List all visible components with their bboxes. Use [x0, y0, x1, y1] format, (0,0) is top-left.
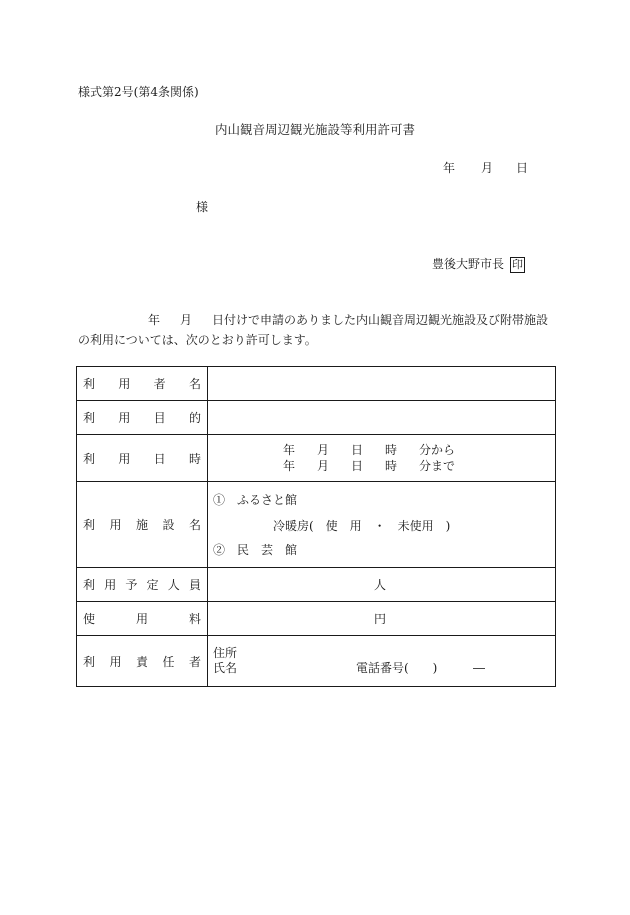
row-facility	[77, 482, 556, 568]
row-user-name	[77, 367, 556, 401]
address-label: 住所	[213, 646, 238, 660]
row-fee	[77, 602, 556, 636]
datetime-from: 年 月 日 時 分から	[283, 443, 456, 457]
facility-label	[77, 482, 208, 568]
purpose-label	[77, 401, 208, 435]
body-text	[78, 310, 558, 350]
planned-people-unit: 人	[374, 578, 387, 592]
user-name-field[interactable]	[208, 367, 556, 401]
fee-field[interactable]	[208, 602, 556, 636]
date-day: 日	[516, 161, 529, 175]
body-line2: の利用については、次のとおり許可します。	[78, 333, 317, 347]
issuer-name: 豊後大野市長	[432, 257, 505, 271]
facility-2: ② 民 芸 館	[213, 542, 298, 557]
label-chars: 利 用 目 的	[83, 411, 201, 425]
facility-field[interactable]	[208, 482, 556, 568]
label-chars: 利 用 予 定 人 員	[83, 578, 201, 592]
label-chars: 利 用 日 時	[83, 451, 201, 466]
date-year: 年	[443, 161, 456, 175]
label-chars: 利 用 責 任 者	[83, 654, 201, 669]
fee-label	[77, 602, 208, 636]
document-title: 内山観音周辺観光施設等利用許可書	[214, 122, 415, 137]
purpose-field[interactable]	[208, 401, 556, 435]
responsible-field[interactable]	[208, 636, 556, 687]
body-line1: 日付けで申請のありました内山観音周辺観光施設及び附帯施設	[212, 313, 549, 327]
responsible-label	[77, 636, 208, 687]
facility-1-aircon-option: 冷暖房( 使 用 ・ 未使用 )	[273, 518, 451, 533]
row-datetime	[77, 435, 556, 482]
label-chars: 利 用 施 設 名	[83, 518, 201, 532]
datetime-label	[77, 435, 208, 482]
name-phone-line	[208, 661, 555, 676]
row-responsible-person	[77, 636, 556, 687]
permit-table	[76, 366, 556, 687]
date-month: 月	[481, 161, 494, 175]
datetime-field[interactable]	[208, 435, 556, 482]
user-name-label	[77, 367, 208, 401]
issuer	[432, 257, 525, 273]
body-year: 年	[148, 313, 161, 327]
row-planned-people	[77, 568, 556, 602]
label-chars: 利 用 者 名	[83, 377, 201, 391]
phone-label: 電話番号( )	[356, 661, 438, 675]
body-month: 月	[180, 313, 193, 327]
datetime-to: 年 月 日 時 分まで	[283, 459, 456, 473]
facility-1: ① ふるさと館	[213, 492, 298, 507]
form-number: 様式第2号(第4条関係)	[78, 85, 199, 99]
label-chars: 使 用 料	[83, 612, 201, 626]
planned-people-field[interactable]	[208, 568, 556, 602]
seal-stamp: 印	[512, 258, 524, 271]
name-label: 氏名	[213, 661, 238, 675]
phone-dash: ―	[473, 661, 485, 675]
addressee-honorific: 様	[196, 200, 209, 214]
row-purpose	[77, 401, 556, 435]
planned-people-label	[77, 568, 208, 602]
fee-unit: 円	[374, 612, 387, 626]
